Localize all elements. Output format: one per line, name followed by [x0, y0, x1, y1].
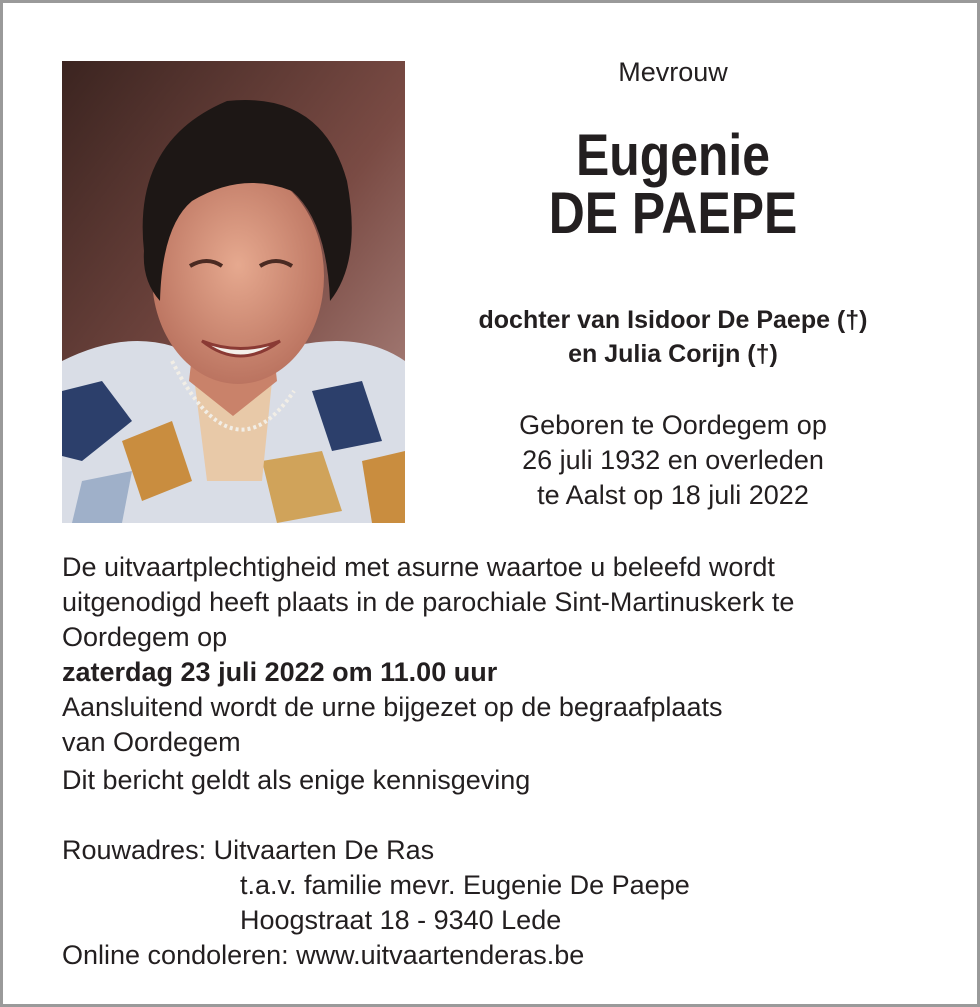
ceremony-line-1: De uitvaartplechtigheid met asurne waartoe u beleefd wordt [62, 552, 775, 582]
contact-line-1: Rouwadres: Uitvaarten De Ras [62, 835, 435, 865]
salutation: Mevrouw [618, 57, 728, 87]
ceremony-line-4: Aansluitend wordt de urne bijgezet op de begraafplaats [62, 692, 723, 722]
notice-statement: Dit bericht geldt als enige kennisgeving [62, 765, 531, 795]
parents-line-1: dochter van Isidoor De Paepe (†) [478, 306, 868, 334]
contact-line-3: Hoogstraat 18 - 9340 Lede [240, 905, 562, 935]
contact-line-2: t.a.v. familie mevr. Eugenie De Paepe [240, 870, 690, 900]
ceremony-line-5: van Oordegem [62, 727, 241, 757]
deceased-name [441, 123, 905, 246]
contact-line-4: Online condoleren: www.uitvaartenderas.be [62, 940, 585, 970]
parents [403, 303, 943, 371]
birth-line-3: te Aalst op 18 juli 2022 [537, 480, 809, 510]
ceremony-paragraph [62, 550, 952, 760]
birth-death-details [403, 408, 943, 513]
contact-details [62, 833, 952, 973]
birth-line-1: Geboren te Oordegem op [519, 410, 827, 440]
parents-line-2: en Julia Corijn (†) [568, 340, 778, 368]
portrait-photo [62, 61, 405, 523]
ceremony-line-2: uitgenodigd heeft plaats in de parochiale Sint-Martinuskerk te [62, 587, 795, 617]
ceremony-location: Oordegem op [62, 622, 228, 652]
last-name: DE PAEPE [548, 181, 798, 246]
birth-line-2: 26 juli 1932 en overleden [522, 445, 824, 475]
ceremony-datetime: zaterdag 23 juli 2022 om 11.00 uur [62, 657, 498, 687]
ceremony-line-3 [62, 620, 952, 690]
first-name: Eugenie [575, 123, 771, 188]
